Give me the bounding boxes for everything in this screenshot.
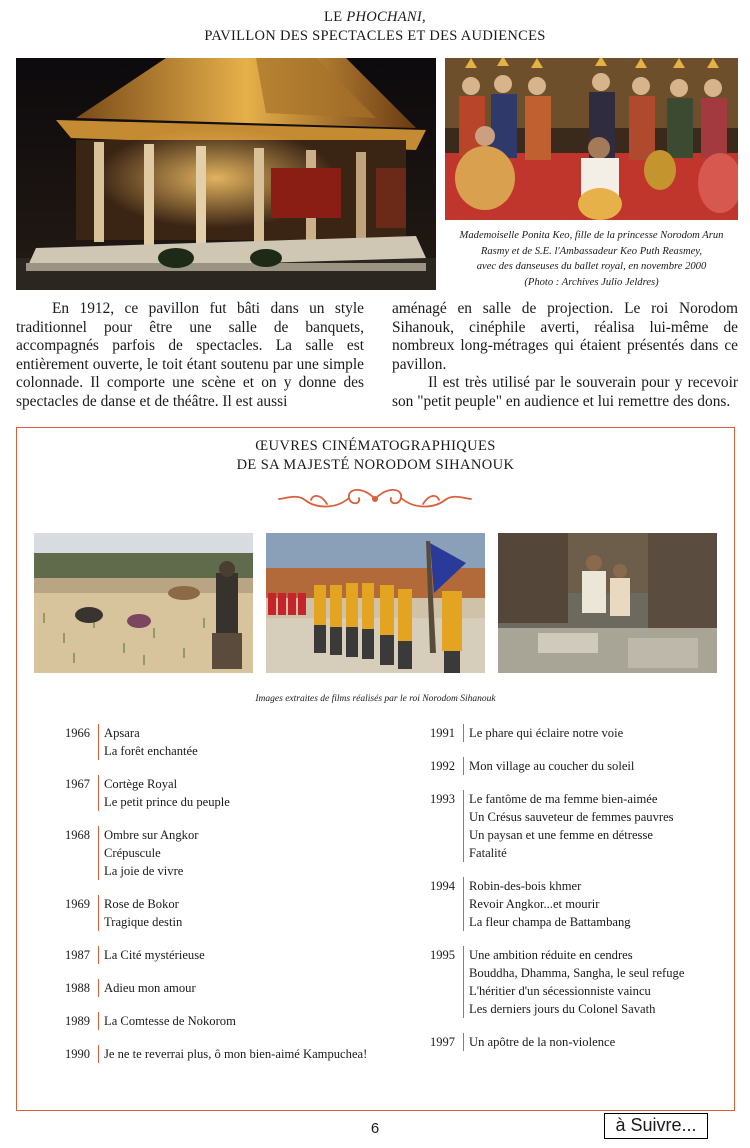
year-label: 1994: [430, 879, 455, 893]
film-title: Rose de Bokor: [104, 897, 179, 911]
filmography-title: ŒUVRES CINÉMATOGRAPHIQUES DE SA MAJESTÉ NORODOM SIHANOUK: [236, 438, 515, 473]
film-title: L'héritier d'un sécessionniste vaincu: [469, 984, 651, 998]
film-title: Le petit prince du peuple: [104, 795, 230, 809]
film-title: Le fantôme de ma femme bien-aimée: [469, 792, 658, 806]
film-title: Un apôtre de la non-violence: [469, 1035, 616, 1049]
year-label: 1995: [430, 948, 455, 962]
article-column-right: [392, 300, 738, 412]
year-group: [45, 724, 385, 760]
film-title: La joie de vivre: [104, 864, 184, 878]
film-title: Un Crésus sauveteur de femmes pauvres: [469, 810, 674, 824]
year-label: 1987: [65, 948, 90, 962]
page-title: [0, 8, 750, 46]
year-label: 1989: [65, 1014, 90, 1028]
year-group: [45, 1045, 385, 1063]
photo-caption: Mademoiselle Ponita Keo, fille de la princesse Norodom Arun Rasmy et de S.E. l'Ambassadeur Keo Puth Reasmey, avec des danseuses du ballet royal, en novembre 2000 (Photo : Archives Julio Jeldres): [459, 230, 724, 288]
film-title: Un paysan et une femme en détresse: [469, 828, 653, 842]
film-title: La forêt enchantée: [104, 744, 198, 758]
continue-button[interactable]: à Suivre...: [604, 1113, 708, 1139]
article-paragraph-2: Il est très utilisé par le souverain pour y recevoir son "petit peuple" en audience et lui remettre des dons.: [392, 374, 738, 410]
year-group: [410, 1033, 710, 1051]
film-title: Une ambition réduite en cendres: [469, 948, 633, 962]
film-title: La Cité mystérieuse: [104, 948, 205, 962]
year-label: 1992: [430, 759, 455, 773]
year-label: 1966: [65, 726, 90, 740]
year-group: [410, 877, 710, 931]
film-title: Fatalité: [469, 846, 507, 860]
year-group: [45, 775, 385, 811]
year-label: 1967: [65, 777, 90, 791]
year-label: 1993: [430, 792, 455, 806]
year-label: 1991: [430, 726, 455, 740]
royal-ballet-dancers-photo: [445, 58, 738, 220]
article-paragraph-1-continued: aménagé en salle de projection. Le roi Norodom Sihanouk, cinéphile averti, réalisa lui-même de nombreux long-métrages qui étaient présentés dans ce pavillon.: [392, 300, 738, 373]
film-title: La fleur champa de Battambang: [469, 915, 631, 929]
page-number: 6: [370, 1120, 380, 1137]
film-title: Le phare qui éclaire notre voie: [469, 726, 624, 740]
film-title: Tragique destin: [104, 915, 183, 929]
film-title: La Comtesse de Nokorom: [104, 1014, 236, 1028]
year-label: 1990: [65, 1047, 90, 1061]
royal-guard-film-still: [266, 533, 485, 673]
rice-field-film-still: [34, 533, 253, 673]
film-title: Robin-des-bois khmer: [469, 879, 582, 893]
year-group: [45, 1012, 385, 1030]
year-group: [410, 790, 710, 862]
scroll-ornament-icon: [275, 484, 475, 514]
film-title: Adieu mon amour: [104, 981, 196, 995]
film-title: Revoir Angkor...et mourir: [469, 897, 600, 911]
year-group: [410, 724, 710, 742]
page-subtitle: PAVILLON DES SPECTACLES ET DES AUDIENCES: [204, 28, 546, 44]
film-title: Les derniers jours du Colonel Savath: [469, 1002, 656, 1016]
film-title: Crépuscule: [104, 846, 161, 860]
year-group: [45, 826, 385, 880]
filmography-column-left: [45, 724, 385, 1078]
film-title: Mon village au coucher du soleil: [469, 759, 635, 773]
angkor-ruins-film-still: [498, 533, 717, 673]
year-group: [45, 895, 385, 931]
year-label: 1969: [65, 897, 90, 911]
year-label: 1968: [65, 828, 90, 842]
article-column-left: [16, 300, 364, 412]
film-title: Ombre sur Angkor: [104, 828, 199, 842]
film-title: Je ne te reverrai plus, ô mon bien-aimé Kampuchea!: [104, 1047, 368, 1061]
year-group: [410, 757, 710, 775]
film-title: Apsara: [104, 726, 140, 740]
article-paragraph-1: En 1912, ce pavillon fut bâti dans un style traditionnel pour être une salle de banquets, accompagnés parfois de spectacles. La salle est entièrement ouverte, le toit étant soutenu par une simple colonnade. Il comporte une scène et on y donne des spectacles de danse et de théâtre. Il est aussi: [16, 300, 364, 410]
year-label: 1988: [65, 981, 90, 995]
film-title: Cortège Royal: [104, 777, 178, 791]
filmography-column-right: [410, 724, 710, 1066]
year-group: [45, 946, 385, 964]
pavilion-night-photo: [16, 58, 436, 290]
film-title: Bouddha, Dhamma, Sangha, le seul refuge: [469, 966, 685, 980]
year-group: [45, 979, 385, 997]
year-group: [410, 946, 710, 1018]
films-caption: Images extraites de films réalisés par le roi Norodom Sihanouk: [255, 694, 496, 704]
year-label: 1997: [430, 1035, 455, 1049]
filmography-box: [16, 427, 735, 1111]
page-title-line-1: LE PHOCHANI,: [324, 9, 426, 25]
